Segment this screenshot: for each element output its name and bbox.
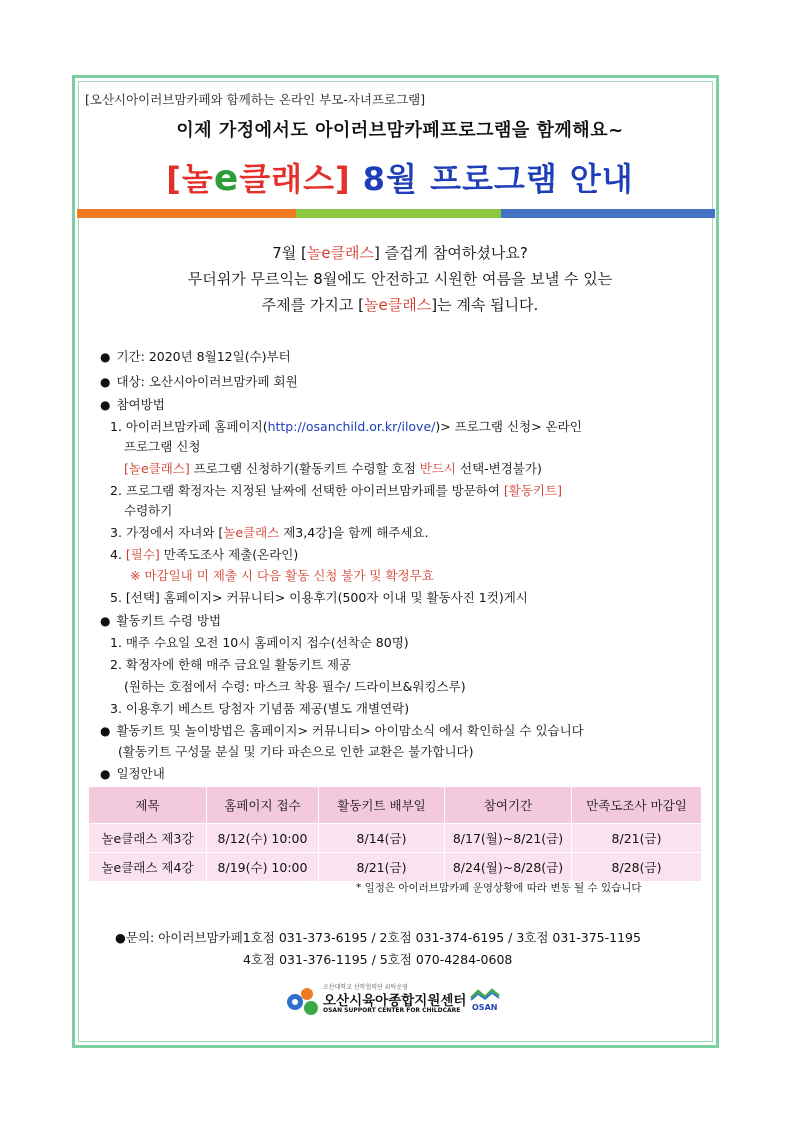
table-cell: 8/21(금) (572, 824, 702, 853)
schedule-header-row (89, 787, 702, 824)
play-info-note: (활동키트 구성물 분실 및 기타 파손으로 인한 교환은 불가합니다) (118, 744, 474, 759)
intro-line-2: 무더위가 무르익는 8월에도 안전하고 시원한 여름을 보낼 수 있는 (187, 270, 613, 288)
schedule-title: ● 일정안내 (100, 764, 165, 782)
kit-step-2: 2. 확정자에 한해 매주 금요일 활동키트 제공 (110, 657, 352, 672)
schedule-table (88, 786, 702, 882)
schedule-header: 활동키트 배부일 (319, 787, 445, 824)
table-cell: 8/14(금) (319, 824, 445, 853)
logo-mark-icon (285, 984, 321, 1018)
headline: 이제 가정에서도 아이러브맘카페프로그램을 함께해요~ (176, 120, 624, 141)
step-4-warning: ※ 마감일내 미 제출 시 다음 활동 신청 불가 및 확정무효 (130, 568, 434, 583)
step-5: 5. [선택] 홈페이지> 커뮤니티> 이용후기(500자 이내 및 활동사진 1컷)게시 (110, 590, 528, 605)
step-1-cont: 프로그램 신청 (124, 439, 201, 454)
schedule-note: * 일정은 아이러브맘카페 운영상황에 따라 변동 될 수 있습니다 (356, 882, 642, 894)
table-cell: 8/21(금) (319, 853, 445, 882)
table-cell: 놀e클래스 제3강 (89, 824, 207, 853)
table-cell: 8/19(수) 10:00 (207, 853, 319, 882)
step-4: 4. [필수] 만족도조사 제출(온라인) (110, 547, 299, 562)
info-how-title: ● 참여방법 (100, 395, 165, 413)
schedule-header: 참여기간 (445, 787, 572, 824)
step-3: 3. 가정에서 자녀와 [놀e클래스 제3,4강]을 함께 해주세요. (110, 525, 429, 540)
kit-step-2-note: (원하는 호점에서 수령: 마스크 착용 필수/ 드라이브&워킹스루) (124, 679, 466, 694)
table-cell: 8/12(수) 10:00 (207, 824, 319, 853)
info-period: ● 기간: 2020년 8월12일(수)부터 (100, 347, 291, 365)
schedule-header: 제목 (89, 787, 207, 824)
step-1: 1. 아이러브맘카페 홈페이지(http://osanchild.or.kr/ilove/)> 프로그램 신청> 온라인 (110, 419, 582, 434)
table-cell: 8/24(월)~8/28(금) (445, 853, 572, 882)
color-bar-orange (77, 209, 296, 218)
step-1-note: [놀e클래스] 프로그램 신청하기(활동키트 수령할 호점 반드시 선택-변경불가) (124, 461, 542, 476)
tagline: [오산시아이러브맘카페와 함께하는 온라인 부모-자녀프로그램] (85, 92, 426, 107)
title-rest: 8월 프로그램 안내 (350, 160, 634, 198)
step-2-cont: 수령하기 (124, 503, 173, 518)
table-row (89, 824, 702, 853)
logo-name: 오산시육아종합지원센터 (323, 993, 467, 1009)
title-bracket-open: [놀 (166, 160, 214, 198)
kit-title: ● 활동키트 수령 방법 (100, 611, 221, 629)
homepage-link[interactable]: http://osanchild.or.kr/ilove/ (267, 419, 436, 434)
intro-line-3: 주제를 가지고 [놀e클래스]는 계속 됩니다. (261, 296, 539, 314)
logo-english: OSAN SUPPORT CENTER FOR CHILDCARE (323, 1007, 461, 1014)
kit-step-3: 3. 이용후기 베스트 당첨자 기념품 제공(별도 개별연락) (110, 701, 410, 716)
city-logo-icon (470, 988, 500, 1002)
kit-step-1: 1. 매주 수요일 오전 10시 홈페이지 접수(선착순 80명) (110, 635, 409, 650)
color-bar-blue (501, 209, 715, 218)
contact-line-1: ●문의: 아이러브맘카페1호점 031-373-6195 / 2호점 031-374-6195 / 3호점 031-375-1195 (115, 930, 641, 945)
table-cell: 놀e클래스 제4강 (89, 853, 207, 882)
table-row (89, 853, 702, 882)
intro-line-1: 7월 [놀e클래스] 즐겁게 참여하셨나요? (272, 244, 528, 262)
schedule-header: 만족도조사 마감일 (572, 787, 702, 824)
center-logo (285, 982, 505, 1018)
city-logo-text: OSAN (472, 1003, 498, 1012)
contact-line-2: 4호점 031-376-1195 / 5호점 070-4284-0608 (243, 952, 513, 967)
schedule-header: 홈페이지 접수 (207, 787, 319, 824)
logo-small-text: 오산대학교 산학협력단 위탁운영 (323, 984, 408, 991)
title-e: e (213, 158, 240, 199)
play-info: ● 활동키트 및 놀이방법은 홈페이지> 커뮤니티> 아이맘소식 에서 확인하실 수 있습니다 (100, 721, 584, 739)
table-cell: 8/17(월)~8/21(금) (445, 824, 572, 853)
table-cell: 8/28(금) (572, 853, 702, 882)
color-bar-green (296, 209, 501, 218)
page-title (0, 154, 800, 200)
step-2: 2. 프로그램 확정자는 지정된 날짜에 선택한 아이러브맘카페를 방문하여 [활동키트] (110, 483, 562, 498)
info-target: ● 대상: 오산시아이러브맘카페 회원 (100, 372, 298, 390)
title-class: 클래스] (239, 160, 351, 198)
